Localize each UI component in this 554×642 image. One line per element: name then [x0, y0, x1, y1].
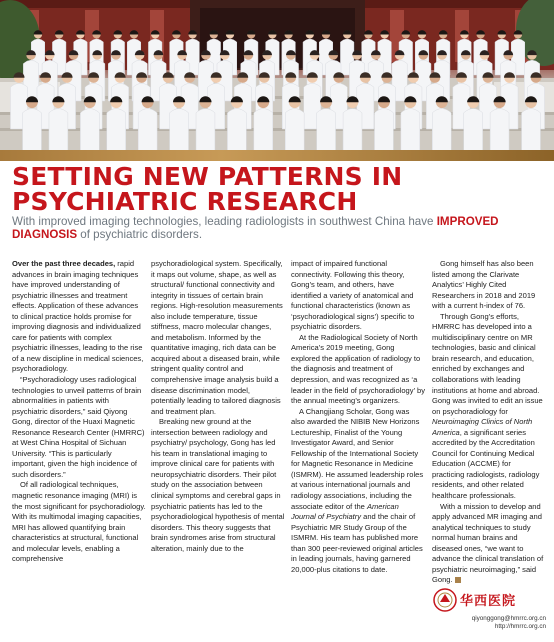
group-photo	[0, 0, 554, 150]
paragraph-text: , a significant series accredited by the Accreditation Council for Continuing Medical Education (ACCME) for practicing radiologists, radiology residents, and other related healthcare professionals.	[432, 427, 540, 501]
subtitle-end: of psychiatric disorders.	[77, 228, 203, 241]
paragraph: “Psychoradiology uses radiological technologies to unveil patterns of brain abnormalities in patients with psychiatric disorders,” said Qiyong Gong, director of the Huaxi Magnetic Resonance Research Center (HMRRC) at West China Hospital of Sichuan University. “This is particularly important, given the high incidence of such disorders.”	[12, 375, 145, 479]
paragraph-text: A Changjiang Scholar, Gong was also awarded the NIBIB New Horizons Lectureship, Finalist of the Young Investigator Award, and Senior Fellowship of the International Society for Magnetic Resonance in Medicine (ISMRM). He assumed leadership roles at various international journals and radiology associations, including the associate editor of the	[291, 406, 424, 511]
paragraph-text: and the chair of Psychiatric MR Study Group of the ISMRM. His team has published more than 300 peer-reviewed original articles in leading journals, having garnered 20,000-plus citations to date.	[291, 512, 423, 574]
contact-website[interactable]: http://hmrrc.org.cn	[494, 622, 546, 630]
paragraph: impact of impaired functional connectivity. Following this theory, Gong’s team, and others, have identified a variety of anatomical and functional characteristics (known as ‘psychoradiological signs’) specific to psychiatric disorders.	[291, 259, 415, 332]
group-photo-illustration	[0, 0, 554, 150]
paragraph: psychoradiological system. Specifically, it maps out volume, shape, as well as structural/ functional connectivity and integrity in tissues of certain brain regions. High-resolution measurements also include temperature, tissue stiffness, macro molecular changes, and metabolism. Informed by the quantitative imaging, rich data can be acquired about a diseased brain, while stringent quality control and comprehensive image analysis build a disease discrimination model, potentially leading to tailored diagnosis and treatment plan.	[151, 259, 283, 416]
subtitle-highlight: IMPROVED DIAGNOSIS	[12, 215, 499, 241]
paragraph: Of all radiological techniques, magnetic resonance imaging (MRI) is the most significant for psychoradiology. With its multimodal imaging capacities, MRI has allowed quantifying brain characteristics at structural, functional and molecular levels, enabling a comprehensive	[12, 480, 146, 564]
body-column-2	[151, 259, 285, 635]
journal-name: American Journal of Psychiatry	[291, 501, 399, 522]
paragraph	[12, 259, 146, 375]
contact-email[interactable]: qiyonggong@hmrrc.org.cn	[471, 615, 546, 622]
paragraph-text: Through Gong’s efforts, HMRRC has developed into a multidisciplinary centre on MR technologies, basic and clinical brain research, and education, enriched by exchanges and collaborations with leading institutions at home and abroad. Gong was invited to edit an issue on psychoradiology for	[432, 311, 543, 416]
title-line-2: PSYCHIATRIC RESEARCH	[12, 187, 358, 216]
paragraph	[432, 502, 545, 586]
article-subtitle	[12, 215, 542, 241]
contact-info	[424, 615, 546, 630]
body-column-4	[432, 259, 545, 635]
paragraph: Gong himself has also been listed among the Clarivate Analytics’ Highly Cited Researchers in 2018 and 2019 with a current h-index of 76.	[432, 259, 536, 311]
hospital-logo-text: 华西医院	[460, 594, 517, 609]
accent-bar	[0, 150, 554, 161]
body-column-3	[291, 259, 425, 635]
paragraph: Breaking new ground at the intersection between radiology and psychiatry/ psychology, Gong has led his team in translational imaging to improve clinical care for patients with neuropsychiatric disorders. Their pilot study on the association between clinical symptoms and cerebral gaps in psychiatric patients has led to the psychoradiological hypothesis of mental disorders. This theory suggests that brain syndromes arise from structural alteration, mainly due to the	[151, 417, 285, 553]
article-title	[12, 164, 542, 214]
body-column-1	[12, 259, 146, 635]
paragraph-text: With a mission to develop and apply advanced MR imaging and analytical techniques to study normal human brains and diseased ones, “we want to advance the clinical translation of psychiatric neuroimaging,” said Gong.	[432, 501, 544, 585]
paragraph-text: rapid advances in brain imaging techniques have improved understanding of psychiatric illnesses and treatment effects. Application of these advances to clinical practice holds promise for improving diagnosis and individualized care for patients with complex psychiatric illnesses, leading to the rise of a new discipline in medical sciences, psychoradiology.	[12, 259, 144, 374]
paragraph	[432, 312, 545, 502]
paragraph: At the Radiological Society of North America’s 2019 meeting, Gong explored the application of radiology to the diagnosis and treatment of depression, and was recognized as ‘a leader in the field of psychoradiology’ by the annual meeting’s organizers.	[291, 332, 425, 406]
subtitle-start: With improved imaging technologies, leading radiologists in southwest China have	[12, 215, 437, 228]
title-line-1: SETTING NEW PATTERNS IN	[12, 162, 403, 191]
paragraph	[291, 407, 425, 576]
lead-in: Over the past three decades,	[12, 259, 116, 268]
journal-name: Neuroimaging Clinics of North America	[432, 417, 533, 437]
square-end-mark-icon	[455, 577, 461, 583]
